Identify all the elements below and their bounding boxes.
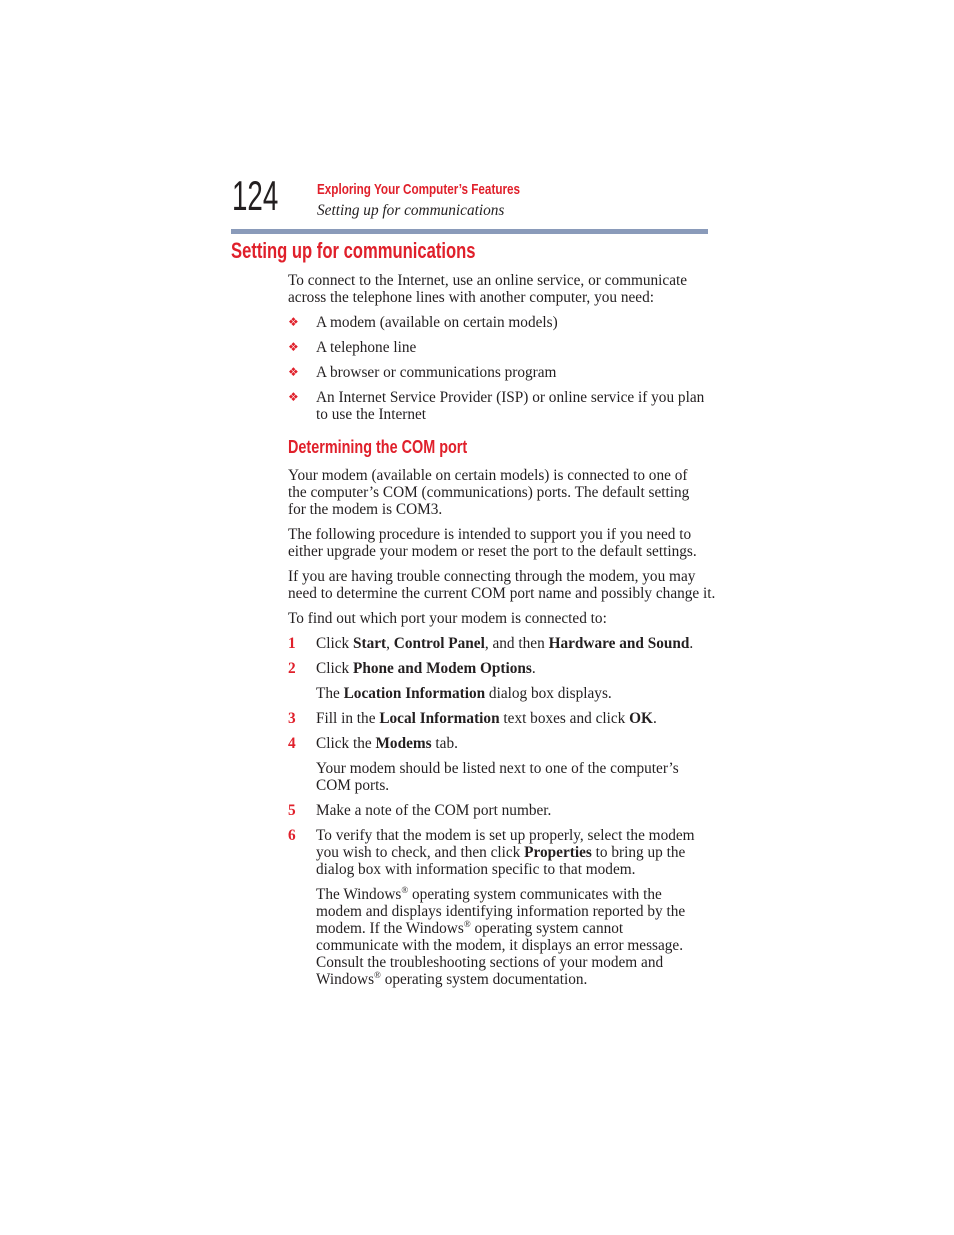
text-run: text boxes and click bbox=[499, 710, 630, 727]
note-text-line: Your modem should be listed next to one of the computer’s bbox=[316, 760, 679, 777]
step-text-line: Make a note of the COM port number. bbox=[316, 802, 552, 819]
ui-term: Phone and Modem Options bbox=[352, 660, 532, 677]
text-line: for the modem is COM3. bbox=[288, 501, 443, 518]
text-run: to bring up the bbox=[591, 844, 686, 861]
text-run: The Windows bbox=[316, 886, 402, 903]
step-text-line bbox=[316, 844, 728, 861]
intro-paragraph bbox=[288, 272, 728, 306]
step-number: 3 bbox=[288, 710, 296, 727]
note-text-line: communicate with the modem, it displays an error message. bbox=[316, 937, 684, 954]
text-line: To find out which port your modem is connected to: bbox=[288, 610, 607, 627]
text-run: operating system cannot bbox=[470, 920, 624, 937]
text-line: need to determine the current COM port name and possibly change it. bbox=[288, 585, 716, 602]
diamond-bullet-icon: ❖ bbox=[288, 314, 299, 329]
note-text-line bbox=[316, 971, 728, 988]
text-run: modem. If the Windows bbox=[316, 920, 464, 937]
text-run: Click bbox=[316, 660, 353, 677]
text-run: . bbox=[652, 710, 657, 727]
text-run: operating system communicates with the bbox=[408, 886, 662, 903]
step-item bbox=[288, 660, 728, 677]
diamond-bullet-icon: ❖ bbox=[288, 339, 299, 354]
step-number: 1 bbox=[288, 635, 296, 652]
ui-term: Properties bbox=[524, 844, 592, 861]
text-line: A telephone line bbox=[316, 338, 417, 356]
step-text-line bbox=[316, 735, 728, 752]
text-run: Click bbox=[316, 635, 353, 652]
ui-term: Control Panel bbox=[393, 635, 485, 652]
ui-term: Start bbox=[352, 635, 387, 652]
note-text-line: Consult the troubleshooting sections of your modem and bbox=[316, 954, 664, 971]
text-run: dialog box displays. bbox=[485, 685, 612, 702]
body-paragraph bbox=[288, 610, 728, 627]
step-note bbox=[288, 886, 728, 988]
registered-trademark-mark: ® bbox=[401, 885, 409, 895]
ui-term: OK bbox=[629, 710, 653, 727]
text-run: operating system documentation. bbox=[380, 971, 588, 988]
step-item bbox=[288, 735, 728, 752]
step-text-line: dialog box with information specific to that modem. bbox=[316, 861, 636, 878]
registered-trademark-mark: ® bbox=[374, 970, 381, 980]
header-rule bbox=[231, 229, 708, 234]
text-line: To connect to the Internet, use an online service, or communicate bbox=[288, 271, 688, 289]
text-run: Fill in the bbox=[316, 710, 380, 727]
step-item bbox=[288, 827, 728, 878]
text-run: , and then bbox=[484, 635, 549, 652]
steps-list bbox=[288, 635, 728, 988]
registered-trademark-mark: ® bbox=[463, 919, 471, 929]
text-line: across the telephone lines with another computer, you need: bbox=[288, 288, 654, 306]
step-text-line bbox=[316, 710, 728, 727]
step-number: 6 bbox=[288, 827, 296, 844]
ui-term: Modems bbox=[375, 735, 432, 752]
step-note bbox=[288, 760, 728, 794]
step-number: 5 bbox=[288, 802, 296, 819]
text-line: The following procedure is intended to support you if you need to bbox=[288, 526, 692, 543]
step-item bbox=[288, 710, 728, 727]
body-paragraph bbox=[288, 526, 728, 560]
text-line: If you are having trouble connecting through the modem, you may bbox=[288, 568, 696, 585]
text-run: Windows bbox=[316, 971, 375, 988]
text-run: Click the bbox=[316, 735, 376, 752]
text-line: Your modem (available on certain models) is connected to one of bbox=[288, 467, 688, 484]
text-line: A browser or communications program bbox=[316, 363, 557, 381]
text-run: tab. bbox=[431, 735, 458, 752]
step-text-line: To verify that the modem is set up properly, select the modem bbox=[316, 827, 695, 844]
text-run: . bbox=[689, 635, 694, 652]
note-text-line bbox=[316, 886, 728, 903]
section-body bbox=[288, 272, 728, 989]
step-item bbox=[288, 802, 728, 819]
text-line: the computer’s COM (communications) ports. The default setting bbox=[288, 484, 690, 501]
note-text-line bbox=[316, 685, 728, 702]
note-text-line: COM ports. bbox=[316, 777, 390, 794]
note-text-line bbox=[316, 920, 728, 937]
diamond-bullet-icon: ❖ bbox=[288, 389, 299, 404]
diamond-bullet-icon: ❖ bbox=[288, 364, 299, 379]
body-paragraph bbox=[288, 467, 728, 518]
ui-term: Hardware and Sound bbox=[548, 635, 690, 652]
ui-term: Local Information bbox=[379, 710, 500, 727]
subsection-heading: Determining the COM port bbox=[288, 437, 468, 457]
text-run: The bbox=[316, 685, 344, 702]
text-run: . bbox=[531, 660, 536, 677]
text-run: , bbox=[386, 635, 394, 652]
body-paragraph bbox=[288, 568, 728, 602]
step-text-line bbox=[316, 635, 728, 652]
ui-term: Location Information bbox=[343, 685, 486, 702]
text-line: to use the Internet bbox=[316, 405, 427, 423]
running-header-section-title: Setting up for communications bbox=[317, 201, 505, 219]
step-note bbox=[288, 685, 728, 702]
step-number: 4 bbox=[288, 735, 296, 752]
requirement-item bbox=[288, 339, 728, 356]
text-run: you wish to check, and then click bbox=[316, 844, 525, 861]
requirements-list bbox=[288, 314, 728, 423]
text-line: A modem (available on certain models) bbox=[316, 313, 558, 331]
requirement-item bbox=[288, 364, 728, 381]
requirement-item bbox=[288, 389, 728, 423]
running-header-chapter-title: Exploring Your Computer’s Features bbox=[317, 181, 521, 198]
step-text-line bbox=[316, 660, 728, 677]
page-number: 124 bbox=[232, 172, 279, 219]
section-heading: Setting up for communications bbox=[231, 238, 476, 263]
text-line: An Internet Service Provider (ISP) or online service if you plan bbox=[316, 388, 705, 406]
step-item bbox=[288, 635, 728, 652]
step-number: 2 bbox=[288, 660, 296, 677]
note-text-line: modem and displays identifying information reported by the bbox=[316, 903, 686, 920]
requirement-item bbox=[288, 314, 728, 331]
text-line: either upgrade your modem or reset the port to the default settings. bbox=[288, 543, 697, 560]
